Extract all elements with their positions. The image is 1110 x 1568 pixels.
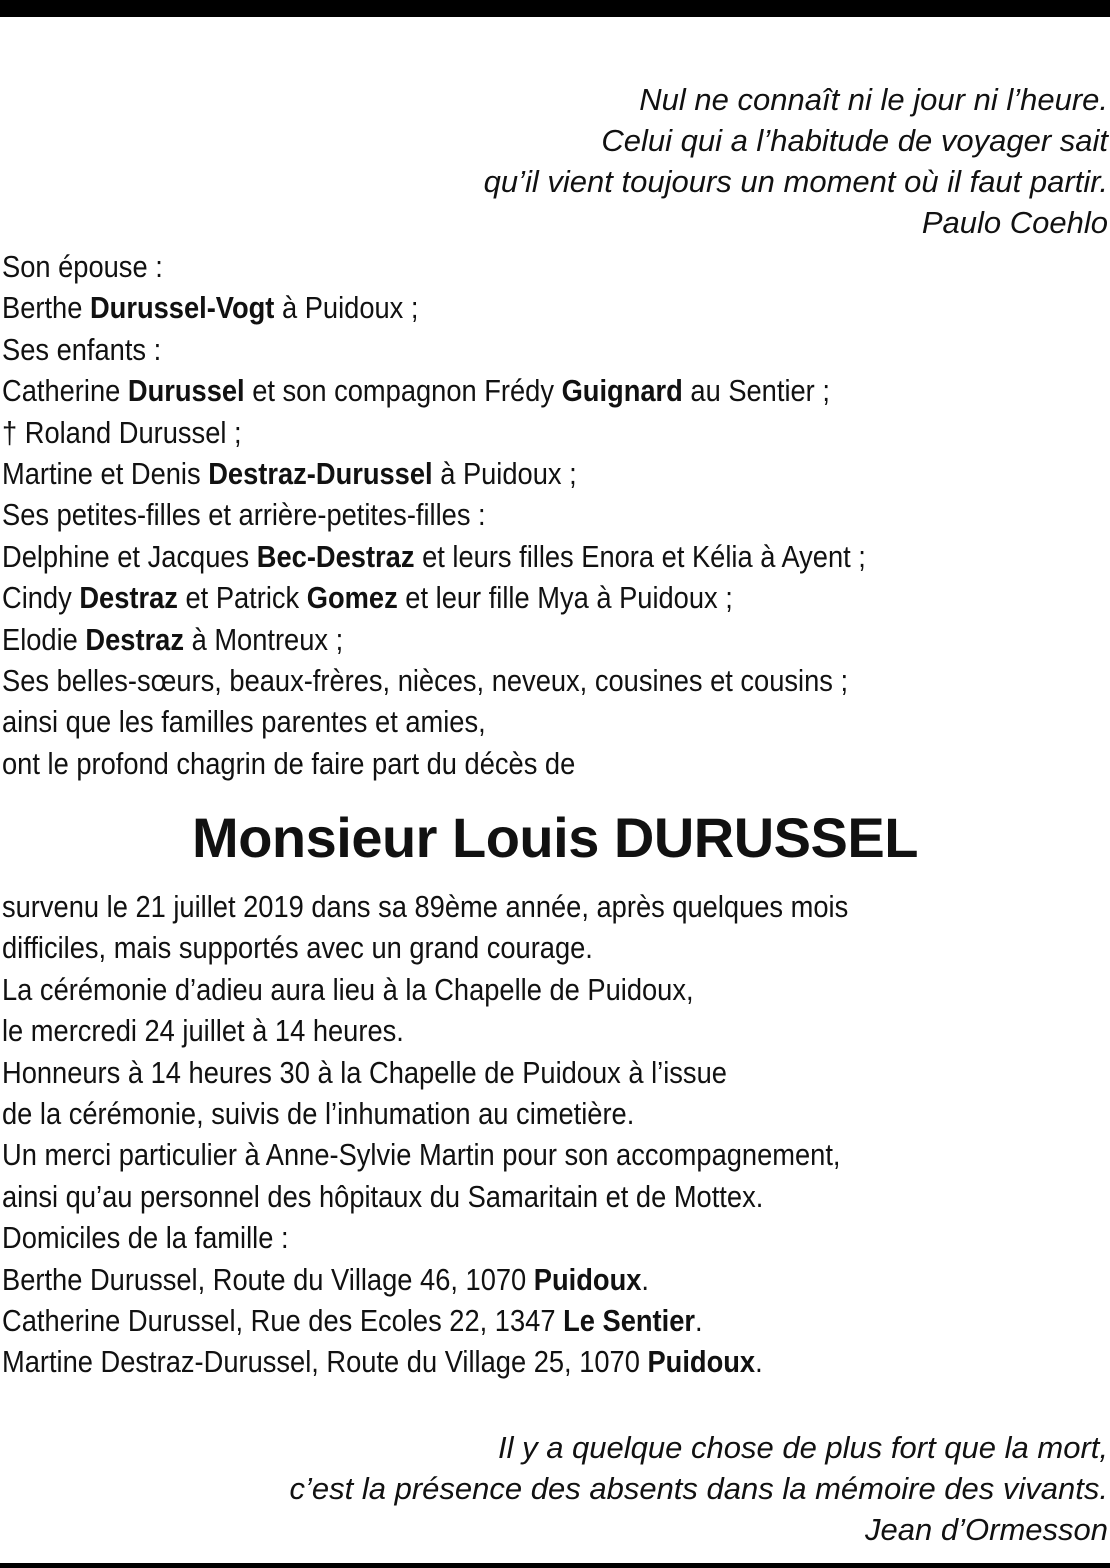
detail-line: Un merci particulier à Anne-Sylvie Martin pour son accompagnement, <box>2 1137 841 1173</box>
quote-line: qu’il vient toujours un moment où il faut partir. <box>483 164 1108 199</box>
detail-line: Domiciles de la famille : <box>2 1220 289 1256</box>
epigraph-quote <box>484 79 1108 243</box>
grandchild-line: Cindy Destraz et Patrick Gomez et leur fille Mya à Puidoux ; <box>2 580 733 616</box>
quote-line: Il y a quelque chose de plus fort que la mort, <box>497 1430 1108 1465</box>
spouse-label: Son épouse : <box>2 249 163 284</box>
grandchild-line: Elodie Destraz à Montreux ; <box>2 621 344 657</box>
surname: Gomez <box>306 580 398 616</box>
relatives-line: Ses belles-sœurs, beaux-frères, nièces, neveux, cousines et cousins ; <box>2 663 849 699</box>
address-place: Puidoux <box>647 1344 756 1380</box>
detail-line: Honneurs à 14 heures 30 à la Chapelle de Puidoux à l’issue <box>2 1054 727 1090</box>
address-line: Berthe Durussel, Route du Village 46, 1070 Puidoux. <box>2 1261 650 1297</box>
ceremony-details <box>2 886 848 1383</box>
deceased-name-heading: Monsieur Louis DURUSSEL <box>192 806 918 869</box>
detail-line: difficiles, mais supportés avec un grand courage. <box>2 930 593 966</box>
grandchild-line: Delphine et Jacques Bec-Destraz et leurs filles Enora et Kélia à Ayent ; <box>2 538 866 574</box>
quote-line: Nul ne connaît ni le jour ni l’heure. <box>639 82 1108 117</box>
child-line: Martine et Denis Destraz-Durussel à Puidoux ; <box>2 456 577 492</box>
detail-line: de la cérémonie, suivis de l’inhumation au cimetière. <box>2 1096 635 1132</box>
detail-line: le mercredi 24 juillet à 14 heures. <box>2 1013 404 1049</box>
surname: Destraz-Durussel <box>208 456 433 492</box>
grandchildren-label: Ses petites-filles et arrière-petites-filles : <box>2 497 486 533</box>
surname: Destraz <box>85 621 184 657</box>
friends-line: ainsi que les familles parentes et amies, <box>2 704 486 740</box>
address-line: Martine Destraz-Durussel, Route du Village 25, 1070 Puidoux. <box>2 1344 763 1380</box>
surname: Durussel <box>127 373 245 409</box>
surname: Guignard <box>561 373 683 409</box>
quote-line: c’est la présence des absents dans la mémoire des vivants. <box>289 1471 1108 1506</box>
detail-line: ainsi qu’au personnel des hôpitaux du Samaritain et de Mottex. <box>2 1178 764 1214</box>
family-list <box>2 246 866 784</box>
surname: Destraz <box>79 580 178 616</box>
children-label: Ses enfants : <box>2 331 162 367</box>
spouse-line: Berthe Durussel-Vogt à Puidoux ; <box>2 290 419 326</box>
quote-line: Celui qui a l’habitude de voyager sait <box>601 123 1108 158</box>
bottom-border-rule <box>0 1563 1110 1568</box>
top-border-rule <box>0 0 1110 17</box>
closing-quote <box>290 1427 1108 1550</box>
address-place: Le Sentier <box>563 1303 695 1339</box>
child-line: Catherine Durussel et son compagnon Frédy Guignard au Sentier ; <box>2 373 830 409</box>
child-line: † Roland Durussel ; <box>2 414 242 450</box>
detail-line: survenu le 21 juillet 2019 dans sa 89ème année, après quelques mois <box>2 889 849 924</box>
quote-author: Paulo Coehlo <box>921 205 1108 240</box>
quote-author: Jean d’Ormesson <box>865 1512 1108 1547</box>
address-line: Catherine Durussel, Rue des Ecoles 22, 1347 Le Sentier. <box>2 1303 703 1339</box>
address-place: Puidoux <box>533 1261 642 1297</box>
surname: Durussel-Vogt <box>89 290 275 326</box>
surname: Bec-Destraz <box>256 538 415 574</box>
announcement-line: ont le profond chagrin de faire part du décès de <box>2 745 576 781</box>
detail-line: La cérémonie d’adieu aura lieu à la Chapelle de Puidoux, <box>2 971 694 1007</box>
